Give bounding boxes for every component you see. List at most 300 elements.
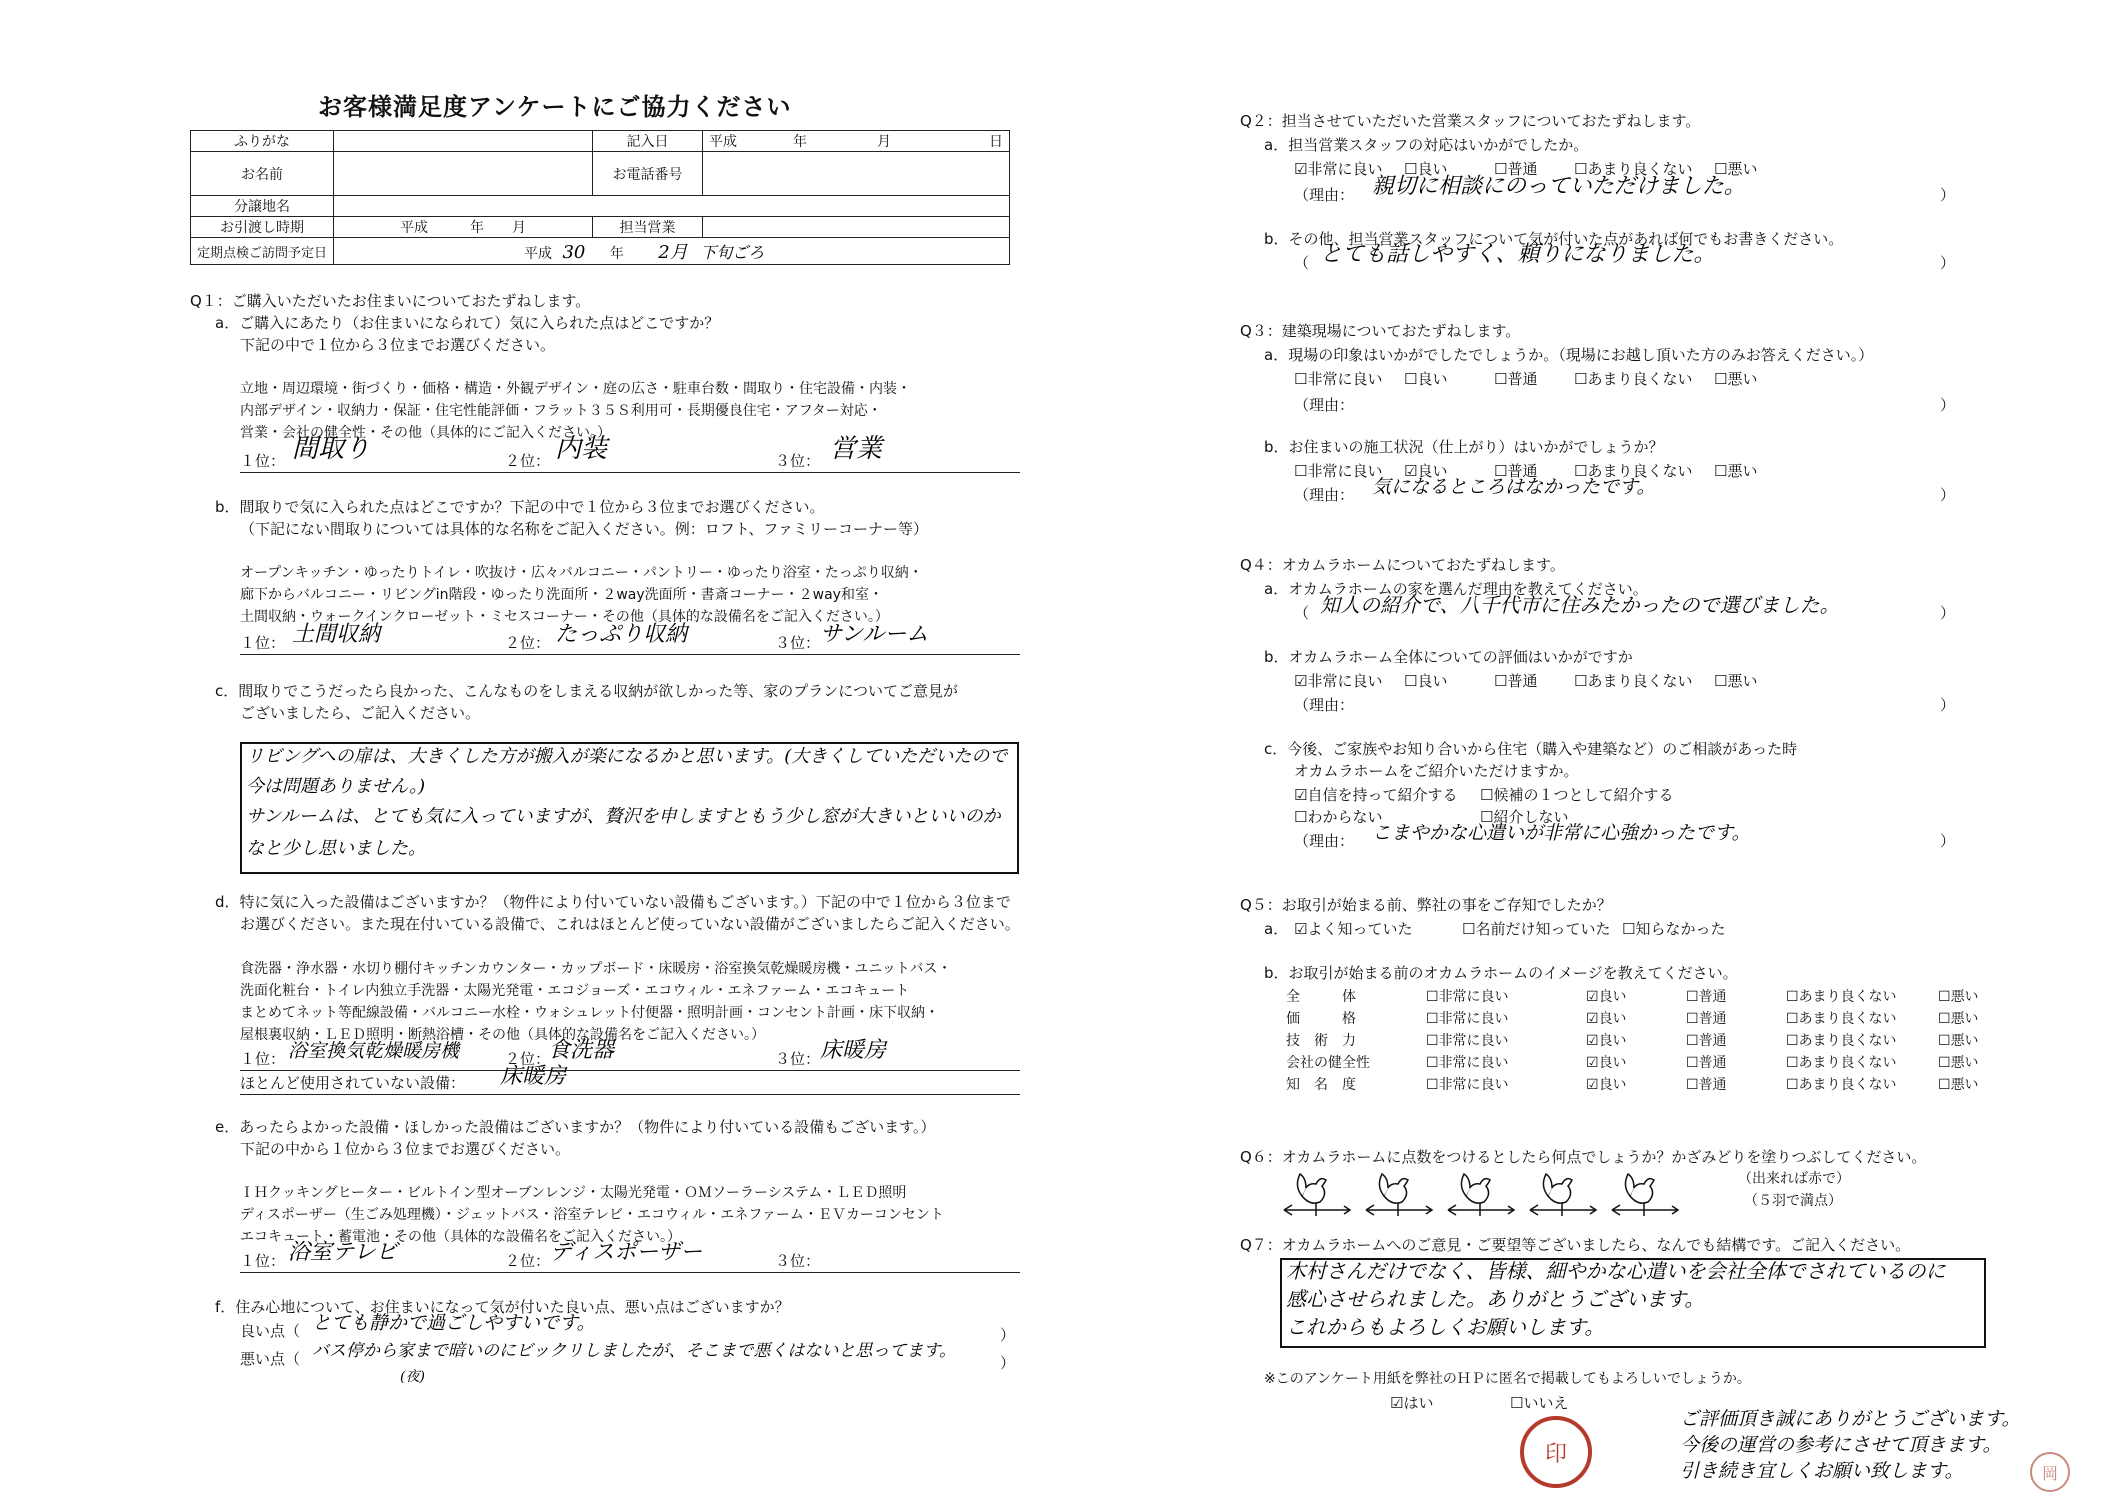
checkbox-icon[interactable]: ☐	[1574, 160, 1588, 178]
q1c-answer-box[interactable]	[240, 742, 1019, 874]
q2b-open: （	[1294, 254, 1310, 272]
q1f-bad-note: (夜)	[400, 1369, 425, 1385]
q1a-question: a．ご購入にあたり（お住まいになられて）気に入られた点はどこですか？	[215, 314, 720, 332]
q4b-option-1[interactable]	[1294, 672, 1382, 690]
q1e-rank3-label: ３位：	[775, 1252, 821, 1270]
q1b-rank3[interactable]: サンルーム	[820, 622, 929, 647]
q1e-options-2: ディスポーザー（生ごみ処理機）・ジェットバス・浴室テレビ・エコウィル・エネファーム・ＥＶカーコンセント	[240, 1207, 944, 1223]
q6-note-2: （５羽で満点）	[1744, 1193, 1842, 1209]
q5b-option[interactable]	[1586, 1010, 1627, 1028]
info-table	[190, 130, 1010, 265]
checkbox-icon[interactable]: ☑	[1586, 1055, 1599, 1071]
q1a-answer-line	[240, 472, 1020, 473]
q5b-option-label: 悪い	[1950, 1055, 1979, 1071]
q5b-option[interactable]	[1586, 988, 1627, 1006]
q1b-rank3-label: ３位：	[775, 634, 821, 652]
q4-heading: Q４：オカムラホームについておたずねします。	[1240, 556, 1565, 574]
q5b-option[interactable]	[1426, 1054, 1509, 1072]
checkbox-icon[interactable]: ☑	[1404, 462, 1418, 480]
checkbox-icon[interactable]: ☑	[1294, 786, 1308, 804]
teiki-label: 定期点検ご訪問予定日	[191, 238, 334, 265]
footer-no-label: いいえ	[1523, 1394, 1569, 1412]
q5b-option-label: 非常に良い	[1438, 1077, 1509, 1093]
q5a-prefix: a．	[1264, 920, 1289, 938]
q1e-rank2-label: ２位：	[505, 1252, 551, 1270]
q4c-option-2-label: 候補の１つとして紹介する	[1493, 786, 1674, 804]
checkbox-icon[interactable]: ☐	[1574, 672, 1588, 690]
q1f-good-value[interactable]: とても静かで過ごしやすいです。	[312, 1312, 596, 1334]
hikiwatashi-field[interactable]: 平成 年 月	[334, 217, 593, 238]
q2a-option-4-label: あまり良くない	[1587, 160, 1693, 178]
weathercock-icon[interactable]	[1526, 1166, 1600, 1222]
q5b-option-label: 普通	[1698, 1011, 1727, 1027]
q5b-option[interactable]	[1938, 1054, 1979, 1072]
q1b-rank1[interactable]: 土間収納	[292, 622, 381, 647]
approval-stamp-icon: 岡	[2030, 1452, 2070, 1492]
q5b-option-label: あまり良くない	[1798, 989, 1897, 1005]
teiki-y: 年	[609, 246, 624, 262]
q5b-option-label: 良い	[1598, 989, 1627, 1005]
checkbox-icon[interactable]: ☑	[1586, 1077, 1599, 1093]
furigana-field[interactable]	[334, 131, 593, 152]
q6-note-1: （出来れば赤で）	[1738, 1171, 1850, 1187]
teiki-late: 下旬ごろ	[700, 243, 765, 262]
checkbox-icon[interactable]: ☑	[1390, 1394, 1404, 1412]
q5b-option[interactable]	[1586, 1032, 1627, 1050]
checkbox-icon[interactable]: ☐	[1574, 370, 1588, 388]
q4b-option-2-label: 良い	[1417, 672, 1448, 690]
q4a-close: ）	[1940, 604, 1956, 622]
q3a-option-5-label: 悪い	[1727, 370, 1758, 388]
q1a-rank2[interactable]: 内装	[555, 434, 608, 464]
q5b-option-label: 悪い	[1950, 1077, 1979, 1093]
q2a-option-1-label: 非常に良い	[1307, 160, 1383, 178]
q5b-option-label: 良い	[1598, 1055, 1627, 1071]
teiki-year: 30	[562, 242, 586, 263]
checkbox-icon[interactable]: ☐	[1494, 672, 1508, 690]
checkbox-icon[interactable]: ☐	[1426, 989, 1439, 1005]
q3b-option-4-label: あまり良くない	[1587, 462, 1693, 480]
furigana-label: ふりがな	[191, 131, 334, 152]
company-seal-icon: 印	[1520, 1416, 1592, 1488]
q5b-option[interactable]	[1786, 1010, 1897, 1028]
q3a-option-3-label: 普通	[1507, 370, 1538, 388]
survey-title: お客様満足度アンケートにご協力ください	[318, 93, 792, 121]
q1f-good-close: ）	[1000, 1326, 1016, 1344]
q3a-option-1-label: 非常に良い	[1307, 370, 1383, 388]
q3b-option-5[interactable]	[1714, 462, 1757, 480]
q2-heading: Q２：担当させていただいた営業スタッフについておたずねします。	[1240, 112, 1701, 130]
date-field[interactable]: 平成 年 月 日	[703, 131, 1010, 152]
teiki-month: 2月	[658, 242, 688, 263]
q1f-bad-value[interactable]: バス停から家まで暗いのにビックリしましたが、そこまで悪くはないと思ってます。	[312, 1341, 956, 1361]
q5b-option-label: あまり良くない	[1798, 1033, 1897, 1049]
q4b-option-4[interactable]	[1574, 672, 1692, 690]
q7-heading: Q７：オカムラホームへのご意見・ご要望等ございましたら、なんでも結構です。ご記入ください。	[1240, 1236, 1911, 1254]
q1d-options-2: 洗面化粧台・トイレ内独立手洗器・太陽光発電・エコジョーズ・エコウィル・エネファーム・エコキュート	[240, 983, 910, 999]
q1f-bad-close: ）	[1000, 1354, 1016, 1372]
q4a-open: （	[1294, 604, 1310, 622]
checkbox-icon[interactable]: ☐	[1938, 1033, 1951, 1049]
name-field[interactable]	[334, 152, 593, 196]
weathercock-icon[interactable]	[1280, 1166, 1354, 1222]
q1d-rank1[interactable]: 浴室換気乾燥暖房機	[288, 1040, 460, 1062]
q4b-option-5-label: 悪い	[1727, 672, 1758, 690]
checkbox-icon[interactable]: ☑	[1294, 920, 1308, 938]
q3b-option-3-label: 普通	[1507, 462, 1538, 480]
checkbox-icon[interactable]: ☐	[1686, 989, 1699, 1005]
q5b-row-label: 技 術 力	[1286, 1033, 1356, 1049]
q5b-option[interactable]	[1686, 1076, 1727, 1094]
q5b-row-label: 全 体	[1286, 989, 1356, 1005]
checkbox-icon[interactable]: ☑	[1586, 989, 1599, 1005]
q1d-rank3[interactable]: 床暖房	[820, 1038, 887, 1063]
checkbox-icon[interactable]: ☐	[1404, 672, 1418, 690]
checkbox-icon[interactable]: ☐	[1622, 920, 1636, 938]
checkbox-icon[interactable]: ☐	[1786, 989, 1799, 1005]
q1f-bad-label: 悪い点（	[240, 1350, 301, 1368]
q1e-rank1-label: １位：	[240, 1252, 286, 1270]
q4b-option-3[interactable]	[1494, 672, 1537, 690]
q5b-option-label: 非常に良い	[1438, 1055, 1509, 1071]
checkbox-icon[interactable]: ☐	[1686, 1077, 1699, 1093]
checkbox-icon[interactable]: ☐	[1574, 462, 1588, 480]
q5a-option-1-label: よく知っていた	[1307, 920, 1413, 938]
q5b-option-label: 非常に良い	[1438, 1011, 1509, 1027]
q1a-instruction: 下記の中で１位から３位までお選びください。	[240, 336, 556, 354]
weathercock-icon[interactable]	[1608, 1166, 1682, 1222]
q4b-reason-close: ）	[1940, 696, 1956, 714]
q1a-rank3-label: ３位：	[775, 452, 821, 470]
q1b-rank2[interactable]: たっぷり収納	[555, 622, 688, 647]
checkbox-icon[interactable]: ☐	[1294, 462, 1308, 480]
q5b-option[interactable]	[1426, 1076, 1509, 1094]
q1b-options-2: 廊下からバルコニー・リビングin階段・ゆったり洗面所・２way洗面所・書斎コーナー・２way和室・	[240, 587, 883, 603]
footer-yes[interactable]	[1390, 1394, 1433, 1412]
q5b-option-label: 非常に良い	[1438, 989, 1509, 1005]
q1b-rank1-label: １位：	[240, 634, 286, 652]
q5b-option-label: あまり良くない	[1798, 1077, 1897, 1093]
q5a-option-3-label: 知らなかった	[1635, 920, 1726, 938]
q3a-reason-label: （理由：	[1294, 396, 1355, 414]
q4c-option-1-label: 自信を持って紹介する	[1307, 786, 1458, 804]
q2a-reason-label: （理由：	[1294, 186, 1355, 204]
q5b-option[interactable]	[1786, 988, 1897, 1006]
q1d-unused-label: ほとんど使用されていない設備：	[240, 1074, 466, 1092]
checkbox-icon[interactable]: ☐	[1786, 1011, 1799, 1027]
q1d-answer-line	[240, 1070, 1020, 1071]
q1a-options-2: 内部デザイン・収納力・保証・住宅性能評価・フラット３５Ｓ利用可・長期優良住宅・アフター対応・	[240, 403, 882, 419]
q5b-option[interactable]	[1586, 1054, 1627, 1072]
checkbox-icon[interactable]: ☐	[1510, 1394, 1524, 1412]
checkbox-icon[interactable]: ☐	[1294, 370, 1308, 388]
q3a-option-4[interactable]	[1574, 370, 1692, 388]
q5b-option[interactable]	[1426, 1010, 1509, 1028]
q5b-option[interactable]	[1686, 1032, 1727, 1050]
tel-field[interactable]	[703, 152, 1010, 196]
q7-answer-line-2: 感心させられました。ありがとうございます。	[1286, 1287, 1705, 1311]
q5b-option[interactable]	[1686, 1010, 1727, 1028]
q1d-unused-value[interactable]: 床暖房	[500, 1064, 567, 1089]
q5b-option[interactable]	[1586, 1076, 1627, 1094]
q5b-option-label: 非常に良い	[1438, 1033, 1509, 1049]
checkbox-icon[interactable]: ☑	[1586, 1011, 1599, 1027]
footer-note: ※このアンケート用紙を弊社のＨＰに匿名で掲載してもよろしいでしょうか。	[1264, 1371, 1751, 1387]
checkbox-icon[interactable]: ☑	[1294, 672, 1308, 690]
q2a-question: a．担当営業スタッフの対応はいかがでしたか。	[1264, 136, 1589, 154]
q5b-option-label: 普通	[1698, 1033, 1727, 1049]
q4c-option-3[interactable]	[1294, 808, 1382, 826]
weathercock-icon[interactable]	[1444, 1166, 1518, 1222]
q4c-option-2[interactable]	[1480, 786, 1673, 804]
checkbox-icon[interactable]: ☐	[1294, 808, 1308, 826]
q5a-option-2-label: 名前だけ知っていた	[1475, 920, 1611, 938]
checkbox-icon[interactable]: ☐	[1404, 370, 1418, 388]
q5a-option-2[interactable]	[1462, 920, 1610, 938]
q1e-instruction: 下記の中から１位から３位までお選びください。	[240, 1140, 571, 1158]
q3b-option-1[interactable]	[1294, 462, 1382, 480]
checkbox-icon[interactable]: ☐	[1494, 462, 1508, 480]
checkbox-icon[interactable]: ☐	[1404, 160, 1418, 178]
q4c-reason-close: ）	[1940, 832, 1956, 850]
checkbox-icon[interactable]: ☐	[1426, 1077, 1439, 1093]
q1a-options-1: 立地・周辺環境・街づくり・価格・構造・外観デザイン・庭の広さ・駐車台数・間取り・住宅設備・内装・	[240, 381, 912, 397]
q2a-option-1[interactable]	[1294, 160, 1382, 178]
q4c-option-3-label: わからない	[1307, 808, 1383, 826]
q3b-option-2-label: 良い	[1417, 462, 1448, 480]
q1e-question: e．あったらよかった設備・ほしかった設備はございますか？（物件により付いている設備もございます。）	[215, 1118, 936, 1136]
q7-answer-box[interactable]	[1280, 1258, 1986, 1348]
q4b-question: b．オカムラホーム全体についての評価はいかがですか	[1264, 648, 1633, 666]
q4a-question: a．オカムラホームの家を選んだ理由を教えてください。	[1264, 580, 1648, 598]
checkbox-icon[interactable]: ☐	[1462, 920, 1476, 938]
q5a-option-1[interactable]	[1294, 920, 1412, 938]
q3b-question: b．お住まいの施工状況（仕上がり）はいかがでしょうか？	[1264, 438, 1664, 456]
tanto-field[interactable]	[703, 217, 1010, 238]
q5b-option[interactable]	[1686, 1054, 1727, 1072]
q5b-option-label: あまり良くない	[1798, 1011, 1897, 1027]
q5b-row-label: 価 格	[1286, 1011, 1356, 1027]
q2a-reason-close: ）	[1940, 186, 1956, 204]
checkbox-icon[interactable]: ☐	[1480, 786, 1494, 804]
weathercock-row	[1280, 1166, 1700, 1226]
q5b-option[interactable]	[1786, 1076, 1897, 1094]
checkbox-icon[interactable]: ☐	[1786, 1055, 1799, 1071]
teiki-era: 平成	[524, 246, 553, 262]
q4c-question-1: c．今後、ご家族やお知り合いから住宅（購入や建築など）のご相談があった時	[1264, 740, 1798, 758]
checkbox-icon[interactable]: ☐	[1714, 370, 1728, 388]
q1c-answer-line-4: なと少し思いました。	[246, 838, 426, 859]
kinyubi-label: 記入日	[593, 131, 703, 152]
checkbox-icon[interactable]: ☐	[1714, 672, 1728, 690]
reply-line-3: 引き続き宜しくお願い致します。	[1680, 1460, 1964, 1482]
q5b-option-label: 悪い	[1950, 1011, 1979, 1027]
checkbox-icon[interactable]: ☐	[1686, 1033, 1699, 1049]
checkbox-icon[interactable]: ☐	[1494, 160, 1508, 178]
q2b-close: ）	[1940, 254, 1956, 272]
q5b-option-label: 良い	[1598, 1011, 1627, 1027]
tanto-label: 担当営業	[593, 217, 703, 238]
q4a-answer[interactable]: 知人の紹介で、八千代市に住みたかったので選びました。	[1320, 593, 1840, 617]
q1a-rank1-label: １位：	[240, 452, 286, 470]
q4b-option-1-label: 非常に良い	[1307, 672, 1383, 690]
q3b-reason-label: （理由：	[1294, 486, 1355, 504]
q5b-question: b．お取引が始まる前のオカムラホームのイメージを教えてください。	[1264, 964, 1738, 982]
q1d-unused-line	[240, 1094, 1020, 1095]
q1b-options-3: 土間収納・ウォークインクローゼット・ミセスコーナー・その他（具体的な設備名をご記入ください。）	[240, 609, 889, 625]
q1d-question: d．特に気に入った設備はございますか？（物件により付いていない設備もございます。）下記の中で１位から３位まで	[215, 893, 1011, 911]
q5b-option-label: 良い	[1598, 1077, 1627, 1093]
q4c-reason-label: （理由：	[1294, 832, 1355, 850]
q5b-option[interactable]	[1938, 988, 1979, 1006]
q1f-question: f．住み心地について、お住まいになって気が付いた良い点、悪い点はございますか？	[215, 1298, 790, 1316]
q3b-option-5-label: 悪い	[1727, 462, 1758, 480]
checkbox-icon[interactable]: ☐	[1714, 462, 1728, 480]
checkbox-icon[interactable]: ☐	[1426, 1033, 1439, 1049]
q3b-option-1-label: 非常に良い	[1307, 462, 1383, 480]
q1c-answer-line-3: サンルームは、とても気に入っていますが、贅沢を申しますともう少し窓が大きいといいのか	[246, 806, 1001, 827]
hikiwatashi-label: お引渡し時期	[191, 217, 334, 238]
q1e-rank1[interactable]: 浴室テレビ	[288, 1240, 398, 1265]
checkbox-icon[interactable]: ☐	[1938, 989, 1951, 1005]
checkbox-icon[interactable]: ☐	[1686, 1055, 1699, 1071]
q1a-rank3[interactable]: 営業	[830, 434, 883, 464]
q5b-option[interactable]	[1786, 1032, 1897, 1050]
q3a-option-5[interactable]	[1714, 370, 1757, 388]
q2b-answer[interactable]: とても話しやすく、頼りになりました。	[1320, 242, 1716, 267]
checkbox-icon[interactable]: ☐	[1494, 370, 1508, 388]
q1d-options-4: 屋根裏収納・ＬＥＤ照明・断熱浴槽・その他（具体的な設備名をご記入ください。）	[240, 1027, 765, 1043]
q2a-reason[interactable]: 親切に相談にのっていただけました。	[1372, 174, 1746, 199]
q5b-row-label: 会社の健全性	[1286, 1055, 1370, 1071]
bunjo-field[interactable]	[334, 196, 1010, 217]
q3b-reason-close: ）	[1940, 486, 1956, 504]
q1c-question: c．間取りでこうだったら良かった、こんなものをしまえる収納が欲しかった等、家のプランについてご意見が	[215, 682, 958, 700]
q4b-option-3-label: 普通	[1507, 672, 1538, 690]
q4c-option-1[interactable]	[1294, 786, 1457, 804]
q4b-reason-label: （理由：	[1294, 696, 1355, 714]
checkbox-icon[interactable]: ☐	[1480, 808, 1494, 826]
q1e-options-3: エコキュート・蓄電池・その他（具体的な設備名をご記入ください。）	[240, 1229, 681, 1245]
q1b-options-1: オープンキッチン・ゆったりトイレ・吹抜け・広々バルコニー・パントリー・ゆったり浴室・たっぷり収納・	[240, 565, 923, 581]
q4b-option-2[interactable]	[1404, 672, 1447, 690]
q4c-question-2: オカムラホームをご紹介いただけますか。	[1294, 762, 1579, 780]
q5b-option-label: 普通	[1698, 1055, 1727, 1071]
footer-no[interactable]	[1510, 1394, 1568, 1412]
tel-label: お電話番号	[593, 152, 703, 196]
checkbox-icon[interactable]: ☐	[1786, 1077, 1799, 1093]
q1c-answer-line-2: 今は問題ありません。)	[246, 776, 426, 797]
checkbox-icon[interactable]: ☐	[1714, 160, 1728, 178]
q5-heading: Q５：お取引が始まる前、弊社の事をご存知でしたか？	[1240, 896, 1612, 914]
q1d-options-3: まとめてネット等配線設備・バルコニー水栓・ウォシュレット付便器・照明計画・コンセント計画・床下収納・	[240, 1005, 940, 1021]
q3a-option-4-label: あまり良くない	[1587, 370, 1693, 388]
q7-answer-line-3: これからもよろしくお願いします。	[1286, 1315, 1605, 1339]
q1d-rank2-label: ２位：	[505, 1050, 551, 1068]
checkbox-icon[interactable]: ☑	[1294, 160, 1308, 178]
q1a-rank1[interactable]: 間取り	[292, 434, 371, 464]
q3a-reason-close: ）	[1940, 396, 1956, 414]
checkbox-icon[interactable]: ☐	[1938, 1011, 1951, 1027]
q2a-option-3-label: 普通	[1507, 160, 1538, 178]
weathercock-icon[interactable]	[1362, 1166, 1436, 1222]
q4c-reason[interactable]: こまやかな心遣いが非常に心強かったです。	[1372, 822, 1751, 844]
q1d-rank2[interactable]: 食洗器	[548, 1038, 615, 1063]
checkbox-icon[interactable]: ☐	[1686, 1011, 1699, 1027]
q1b-answer-line	[240, 654, 1020, 655]
q5b-row-label: 知 名 度	[1286, 1077, 1356, 1093]
teiki-field[interactable]	[334, 238, 1010, 265]
q3-heading: Q３：建築現場についておたずねします。	[1240, 322, 1521, 340]
q1b-rank2-label: ２位：	[505, 634, 551, 652]
q1a-rank2-label: ２位：	[505, 452, 551, 470]
q5b-option-label: 普通	[1698, 989, 1727, 1005]
q4b-option-5[interactable]	[1714, 672, 1757, 690]
bunjo-label: 分譲地名	[191, 196, 334, 217]
q1e-rank2[interactable]: ディスポーザー	[550, 1240, 703, 1265]
name-label: お名前	[191, 152, 334, 196]
q1d-rank3-label: ３位：	[775, 1050, 821, 1068]
checkbox-icon[interactable]: ☐	[1426, 1055, 1439, 1071]
q5b-option[interactable]	[1938, 1076, 1979, 1094]
q5b-option[interactable]	[1686, 988, 1727, 1006]
q5b-option[interactable]	[1938, 1010, 1979, 1028]
q5b-option[interactable]	[1786, 1054, 1897, 1072]
q5b-option[interactable]	[1426, 1032, 1509, 1050]
q5b-option-label: あまり良くない	[1798, 1055, 1897, 1071]
right-page	[1240, 0, 2090, 1498]
q1c-answer-line-1: リビングへの扉は、大きくした方が搬入が楽になるかと思います。(大きくしていただいたので	[246, 746, 1008, 767]
q7-answer-line-1: 木村さんだけでなく、皆様、細やかな心遣いを会社全体でされているのに	[1286, 1259, 1946, 1283]
footer-yes-label: はい	[1403, 1394, 1434, 1412]
q5b-option-label: 悪い	[1950, 989, 1979, 1005]
checkbox-icon[interactable]: ☐	[1938, 1055, 1951, 1071]
reply-line-2: 今後の運営の参考にさせて頂きます。	[1680, 1434, 2002, 1456]
q3a-option-1[interactable]	[1294, 370, 1382, 388]
q1d-instruction: お選びください。また現在付いている設備で、これはほとんど使っていない設備がございましたらご記入ください。	[240, 915, 1020, 933]
q5b-option[interactable]	[1426, 988, 1509, 1006]
q1b-question: b．間取りで気に入られた点はどこですか？下記の中で１位から３位までお選びください。	[215, 498, 825, 516]
q6-heading: Q６：オカムラホームに点数をつけるとしたら何点でしょうか？かざみどりを塗りつぶしてください。	[1240, 1148, 1927, 1166]
q5b-option-label: 悪い	[1950, 1033, 1979, 1049]
q4c-option-4-label: 紹介しない	[1493, 808, 1569, 826]
q1e-answer-line	[240, 1272, 1020, 1273]
q2a-option-2-label: 良い	[1417, 160, 1448, 178]
checkbox-icon[interactable]: ☐	[1786, 1033, 1799, 1049]
q4b-option-4-label: あまり良くない	[1587, 672, 1693, 690]
q1d-options-1: 食洗器・浄水器・水切り棚付キッチンカウンター・カップボード・床暖房・浴室換気乾燥暖房機・ユニットバス・	[240, 961, 952, 977]
checkbox-icon[interactable]: ☑	[1586, 1033, 1599, 1049]
q3a-option-3[interactable]	[1494, 370, 1537, 388]
reply-line-1: ご評価頂き誠にありがとうございます。	[1680, 1408, 2021, 1430]
q3a-option-2[interactable]	[1404, 370, 1447, 388]
q3b-reason[interactable]: 気になるところはなかったです。	[1372, 476, 1656, 498]
checkbox-icon[interactable]: ☐	[1426, 1011, 1439, 1027]
q1c-instruction: ございましたら、ご記入ください。	[240, 704, 481, 722]
q5a-option-3[interactable]	[1622, 920, 1725, 938]
q1-heading: Q１：ご購入いただいたお住まいについておたずねします。	[190, 292, 591, 310]
q1d-rank1-label: １位：	[240, 1050, 286, 1068]
q5b-option-label: 普通	[1698, 1077, 1727, 1093]
q2b-question: b．その他、担当営業スタッフについて気が付いた点があれば何でもお書きください。	[1264, 230, 1844, 248]
q5b-option-label: 良い	[1598, 1033, 1627, 1049]
q1f-good-label: 良い点（	[240, 1322, 301, 1340]
q1b-instruction: （下記にない間取りについては具体的な名称をご記入ください。例：ロフト、ファミリーコーナー等）	[240, 520, 929, 538]
q1e-options-1: ＩＨクッキングヒーター・ビルトイン型オーブンレンジ・太陽光発電・ＯＭソーラーシステム・ＬＥＤ照明	[240, 1185, 907, 1201]
checkbox-icon[interactable]: ☐	[1938, 1077, 1951, 1093]
q3a-question: a．現場の印象はいかがでしたでしょうか。（現場にお越し頂いた方のみお答えください。）	[1264, 346, 1874, 364]
q5b-option[interactable]	[1938, 1032, 1979, 1050]
